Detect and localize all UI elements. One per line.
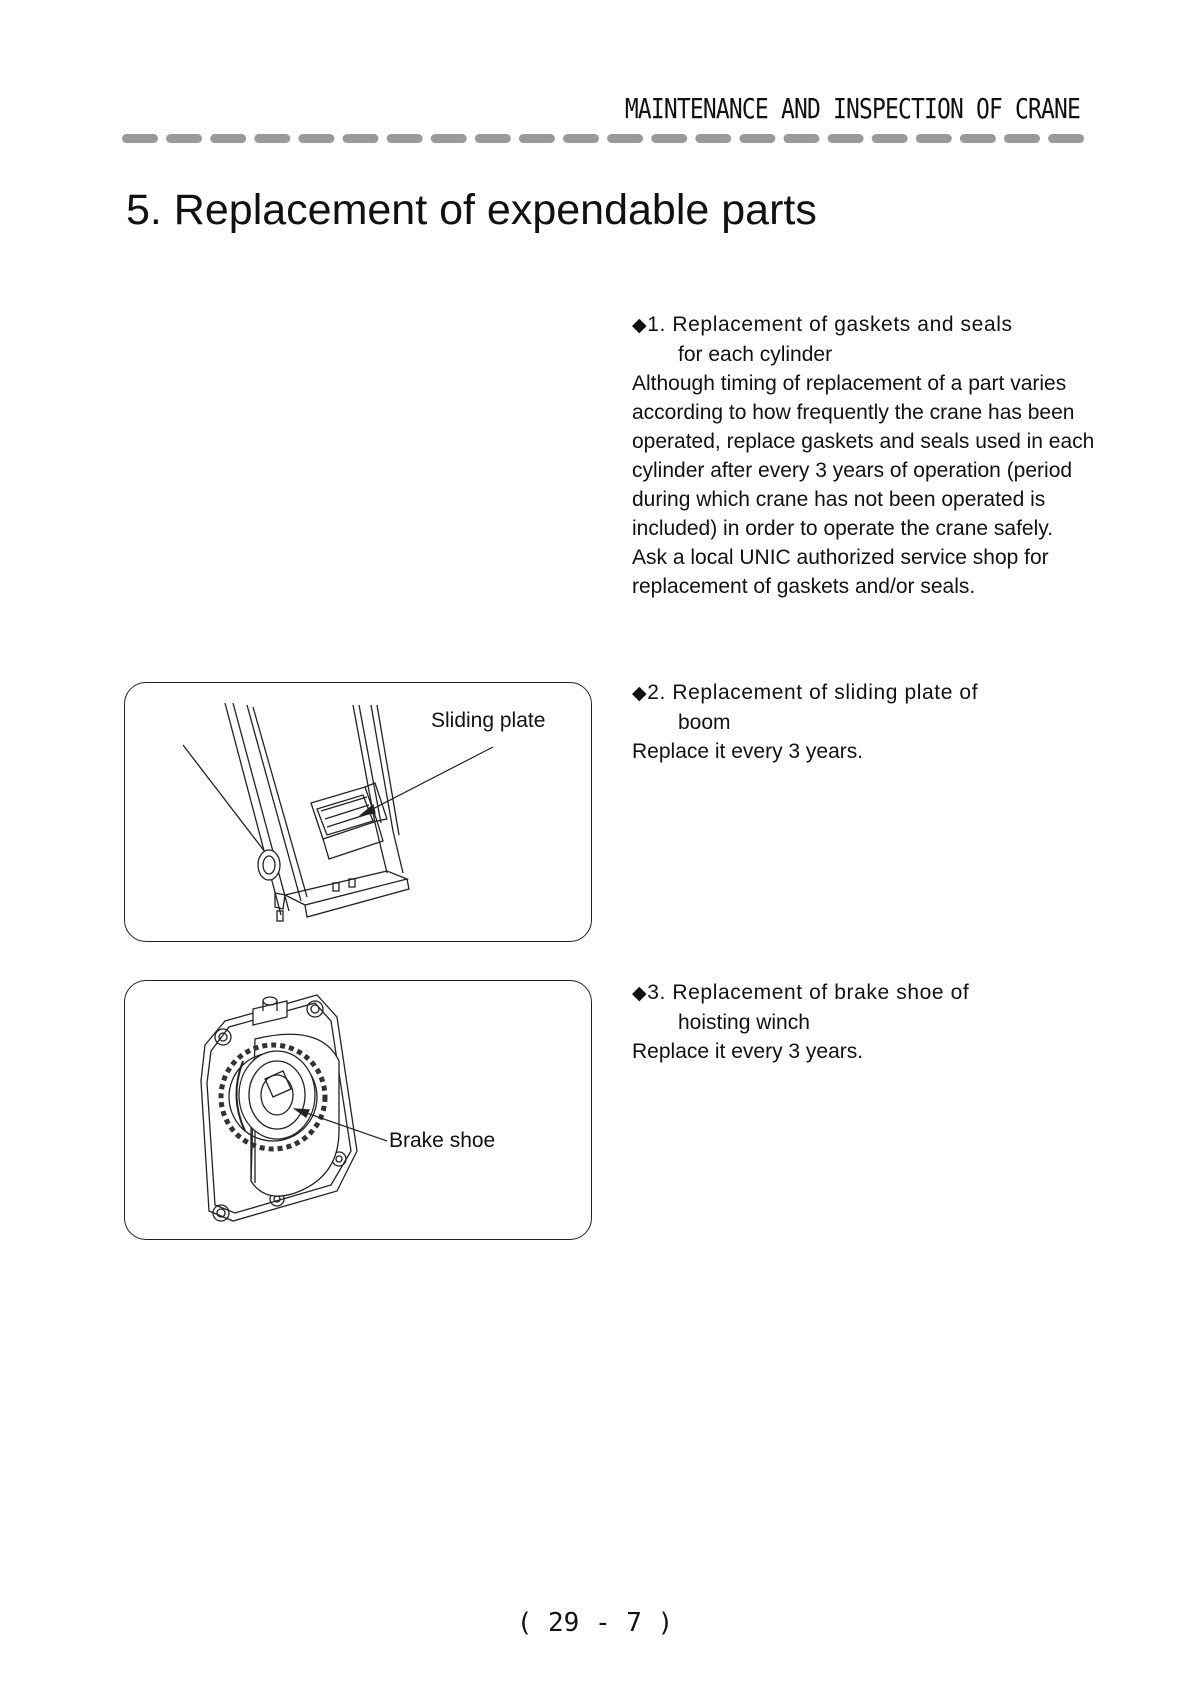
header-dash bbox=[387, 134, 423, 143]
header-dash bbox=[431, 134, 467, 143]
figure-label-sliding-plate: Sliding plate bbox=[431, 709, 546, 732]
diamond-bullet-icon: ◆ bbox=[632, 683, 648, 704]
section-heading-line1: 3. Replacement of brake shoe of bbox=[647, 981, 970, 1004]
section-sliding-plate bbox=[632, 678, 1112, 766]
header-dash bbox=[828, 134, 864, 143]
header-dash-rule bbox=[122, 132, 1090, 146]
section-heading-line1: 2. Replacement of sliding plate of bbox=[647, 681, 979, 704]
header-dash bbox=[739, 134, 775, 143]
section-body-paragraph: Replace it every 3 years. bbox=[632, 740, 864, 763]
winch-illustration bbox=[125, 981, 591, 1239]
section-heading bbox=[632, 978, 1112, 1008]
header-dash bbox=[166, 134, 202, 143]
section-body-paragraph: Although timing of replacement of a part varies according to how frequently the crane has been operated, replace gaskets and seals used in each cylinder after every 3 years of operation (period during which crane has not been operated is included) in order to operate the crane safely. bbox=[632, 372, 1095, 540]
diamond-bullet-icon: ◆ bbox=[632, 983, 648, 1004]
header-dash bbox=[872, 134, 908, 143]
section-heading-line2: for each cylinder bbox=[678, 343, 833, 366]
running-header: MAINTENANCE AND INSPECTION OF CRANE bbox=[624, 92, 1080, 125]
header-dash bbox=[916, 134, 952, 143]
header-dash bbox=[254, 134, 290, 143]
page-number: ( 29 - 7 ) bbox=[516, 1608, 674, 1638]
header-dash bbox=[298, 134, 334, 143]
section-brake-shoe bbox=[632, 978, 1112, 1066]
figure-brake-shoe bbox=[124, 980, 592, 1240]
header-dash bbox=[343, 134, 379, 143]
header-dash bbox=[1004, 134, 1040, 143]
header-dash bbox=[475, 134, 511, 143]
section-gaskets-seals bbox=[632, 310, 1112, 601]
section-heading-line2: boom bbox=[678, 711, 731, 734]
page-title: 5. Replacement of expendable parts bbox=[126, 186, 817, 234]
header-dash bbox=[563, 134, 599, 143]
header-dash bbox=[960, 134, 996, 143]
header-dash bbox=[784, 134, 820, 143]
section-heading bbox=[632, 678, 1112, 708]
section-body-paragraph: Ask a local UNIC authorized service shop for replacement of gaskets and/or seals. bbox=[632, 546, 1049, 598]
section-heading bbox=[632, 310, 1112, 340]
header-dash bbox=[122, 134, 158, 143]
header-dash bbox=[607, 134, 643, 143]
header-dash bbox=[210, 134, 246, 143]
section-heading-line1: 1. Replacement of gaskets and seals bbox=[647, 313, 1013, 336]
header-dash bbox=[519, 134, 555, 143]
header-dash bbox=[695, 134, 731, 143]
header-dash bbox=[651, 134, 687, 143]
header-dash bbox=[1048, 134, 1084, 143]
figure-sliding-plate bbox=[124, 682, 592, 942]
section-heading-line2: hoisting winch bbox=[678, 1011, 810, 1034]
figure-label-brake-shoe: Brake shoe bbox=[389, 1129, 496, 1152]
section-body-paragraph: Replace it every 3 years. bbox=[632, 1040, 864, 1063]
diamond-bullet-icon: ◆ bbox=[632, 315, 648, 336]
